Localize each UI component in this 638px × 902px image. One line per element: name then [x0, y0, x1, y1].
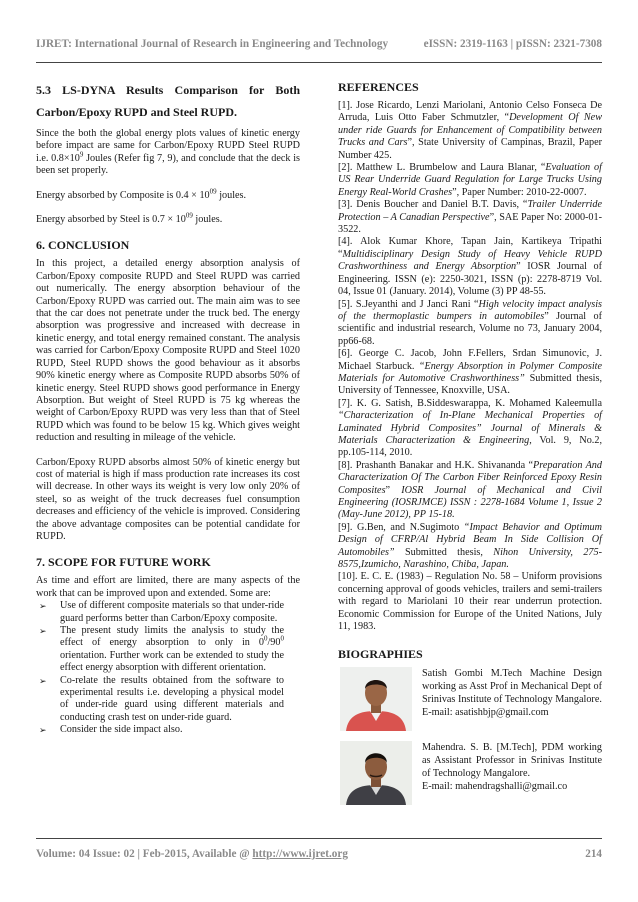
arrow-bullet-icon: ➢ — [39, 601, 47, 612]
arrow-bullet-icon: ➢ — [39, 725, 47, 736]
reference-1: [1]. Jose Ricardo, Lenzi Mariolani, Antonio Celso Fonseca De Arruda, Luis Otto Faber Schmutzler, “Development Of New under ride Guards for Enhancement of Compatibility between Trucks and Cars”, State University of Campinas, Brazil, Paper Number 425. — [338, 100, 602, 161]
reference-4: [4]. Alok Kumar Khore, Tapan Jain, Kartikeya Tripathi “Multidisciplinary Design Study of Heavy Vehicle RUPD Crashworthiness and Energy Absorption” IOSR Journal of Engineering. ISSN (e): 2250-3021, ISSN (p): 2278-8719 Vol. 04, Issue 01 (January. 2014), Volume (3) PP 48-55. — [338, 236, 602, 298]
reference-6: [6]. George C. Jacob, John F.Fellers, Srdan Simunovic, J. Michael Starbuck. “Energy Absorption in Polymer Composite Materials for Automotive Crashworthiness” Submitted thesis, University of Tennessee, Knoxville, USA. — [338, 348, 603, 397]
list-item: ➢ The present study limits the analysis to study the effect of energy absorption to only in $0^0/90^0$ orientation. Further work can be extended to study the effect energy absorption with different orientation. — [39, 625, 284, 674]
reference-7: [7]. K. G. Satish, B.Siddeswarappa, K. Mohamed Kaleemulla “Characterization of In-Plane Mechanical Properties of Laminated Hybrid Composites” Journal of Minerals & Materials Characterization & Engineering, Vol. 9, No.2, pp.105-114, 2010. — [338, 397, 602, 459]
biography-2-email: E-mail: mahendragshalli@gmail.co — [422, 781, 568, 793]
reference-5: [5]. S.Jeyanthi and J Janci Rani “High velocity impact analysis of the thermoplastic bumpers in automobiles” Journal of scientific and industrial research, Volume no 73, January 2004, pp66-68. — [338, 298, 602, 347]
energy-steel: Energy absorbed by Steel is $0.7 \times 10^{09}$ joules. — [36, 211, 223, 226]
reference-2: [2]. Matthew L. Brumbelow and Laura Blanar, “Evaluation of US Rear Underride Guard Regulation for Large Trucks Using Energy Real-World Crashes”, Paper Number: 2010-22-0007. — [338, 162, 602, 198]
references-heading: REFERENCES — [338, 80, 419, 94]
biographies-heading: BIOGRAPHIES — [338, 647, 423, 662]
section-5-3-paragraph: Since the both the global energy plots values of kinetic energy before impact are same for Carbon/Epoxy RUPD Steel RUPD i.e. $0.8\times 10^9$ Joules (Refer fig 7, 9), and conclude that the deck is been set properly. — [36, 128, 300, 177]
author-portrait-icon — [340, 741, 412, 805]
author-photo-1 — [340, 667, 412, 731]
scope-heading: 7. SCOPE FOR FUTURE WORK — [36, 555, 211, 570]
reference-10: [10]. E. C. E. (1983) – Regulation No. 58 – Uniform provisions concerning approval of goods vehicles, trailers and semi-trailers with regard to Mariolani 10 their rear underrun protection. Economic Commission for Europe of the United Nations, July 11, 1983. — [338, 571, 602, 633]
footer-rule — [36, 838, 602, 839]
page-number: 214 — [585, 848, 602, 860]
energy-composite: Energy absorbed by Composite is $0.4 \times 10^{09}$ joules. — [36, 187, 247, 201]
conclusion-paragraph-2: Carbon/Epoxy RUPD absorbs almost 50% of kinetic energy but cost of material is high if mass production rate increases its cost will decrease. In other ways its weight is very low only 20% of steel, so as weight of the truck decreases fuel consumption decreases and efficiency of the vehicle is improved. Considering the above advantage composites can be potential candidate for RUPD. — [36, 456, 300, 542]
section-5-3-title: 5.3 LS-DYNA Results Comparison for Both — [36, 83, 300, 97]
journal-name: IJRET: International Journal of Research in Engineering and Technology — [36, 38, 389, 50]
conclusion-heading: 6. CONCLUSION — [36, 238, 130, 253]
issn: eISSN: 2319-1163 | pISSN: 2321-7308 — [423, 38, 602, 50]
biography-1 — [338, 667, 602, 739]
conclusion-paragraph-1: In this project, a detailed energy absorption analysis of Carbon/Epoxy composite RUPD and Steel RUPD was carried out numerically. The energy absorption behaviour of the Carbon/Epoxy RUPD was carried out. The main aim was to see that the car does not penetrate under the truck bed. The energy absorption was progressive and increased with decrease in kinetic energy, and total energy remained constant. The analysis was carried for Carbon/Epoxy Composite RUPD and Steel 1020 RUPD, Steel RUPD shows the good behaviour as it absorbs 90% kinetic energy where as Composite RUPD absorbs 50% of kinetic energy. Steel RUPD shows good performance in Energy Absorption. But weight of Steel RUPD is 75 kg whereas the weight of Carbon/Epoxy RUPD was very less than that of Steel RUPD which was found to be below 15 kg. Which gives weight reduction and resulting in mileage of the vehicle. — [36, 258, 300, 444]
header-rule — [36, 62, 602, 63]
right-column — [338, 78, 602, 813]
list-item: ➢ Co-relate the results obtained from the software to experimental results i.e. developing a physical model of under-ride guard using different materials and conducting crash test on under-ride guard. — [39, 674, 284, 723]
biography-2-text: Mahendra. S. B. [M.Tech], PDM working as Assistant Professor in Srinivas Institute of Technology Mangalore. E-mail: mahendragshalli@gmail.co — [422, 742, 602, 793]
reference-3: [3]. Denis Boucher and Daniel B.T. Davis, “Trailer Underride Protection – A Canadian Perspective”, SAE Paper No: 2000-01-3522. — [338, 199, 603, 236]
page-footer — [36, 848, 602, 862]
scope-intro: As time and effort are limited, there are many aspects of the work that can be improved upon and extended. Some are: — [36, 575, 300, 599]
list-item: ➢ Use of different composite materials so that under-ride guard performs better than Carbon/Epoxy composite. — [39, 600, 284, 624]
left-column — [36, 78, 300, 737]
page-header — [36, 38, 602, 52]
section-5-3-title-line2: Carbon/Epoxy RUPD and Steel RUPD. — [36, 105, 238, 119]
journal-link[interactable]: http://www.ijret.org — [252, 848, 348, 860]
reference-8: [8]. Prashanth Banakar and H.K. Shivananda “Preparation And Characterization Of The Carbon Fiber Reinforced Epoxy Resin Composites” IOSR Journal of Mechanical and Civil Engineering (IOSRJMCE) ISSN : 2278-1684 Volume 1, Issue 2 (May-June 2012), PP 15-18. — [338, 459, 602, 521]
arrow-bullet-icon: ➢ — [39, 626, 47, 636]
footer-volume: Volume: 04 Issue: 02 | Feb-2015, Available @ http://www.ijret.org — [36, 848, 348, 860]
biography-1-email: E-mail: asatishbjp@gmail.com — [422, 707, 549, 719]
scope-list — [36, 600, 300, 736]
author-portrait-icon — [340, 667, 412, 731]
author-photo-2 — [340, 741, 412, 805]
list-item: ➢ Consider the side impact also. — [39, 724, 183, 736]
biography-1-text: Satish Gombi M.Tech Machine Design working as Asst Prof in Mechanical Dept of Srinivas Institute of Technology Mangalore. E-mail: asatishbjp@gmail.com — [422, 668, 602, 719]
biography-2 — [338, 741, 602, 813]
arrow-bullet-icon: ➢ — [39, 675, 47, 686]
reference-9: [9]. G.Ben, and N.Sugimoto “Impact Behavior and Optimum Design of CFRP/Al Hybrid Beam In Side Collision Of Automobiles” Submitted thesis, Nihon University, 275-8575,Izumicho, Narashino, Chiba, Japan. — [338, 521, 602, 571]
